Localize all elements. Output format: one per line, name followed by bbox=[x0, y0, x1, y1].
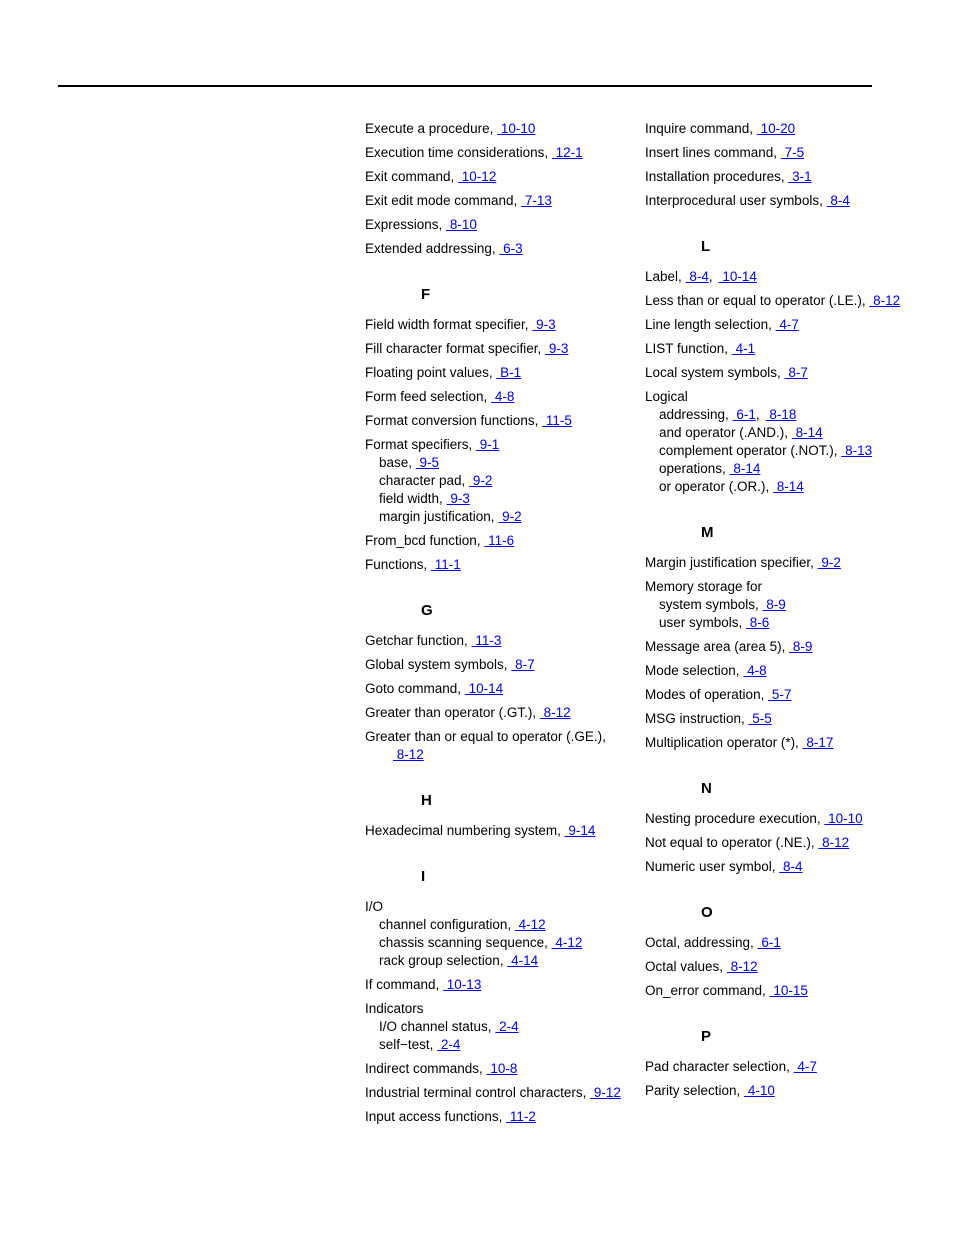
index-entry-line bbox=[365, 192, 635, 210]
section-gap bbox=[365, 580, 635, 602]
page-reference-link[interactable]: 6-1 bbox=[732, 407, 756, 422]
page-reference-link[interactable]: 9-14 bbox=[564, 823, 596, 838]
index-entry-line bbox=[645, 144, 915, 162]
index-entry-text: Getchar function, bbox=[365, 633, 468, 648]
index-subentry bbox=[645, 406, 915, 424]
index-entry-line bbox=[365, 1000, 635, 1018]
index-letter-heading: I bbox=[421, 868, 426, 885]
index-entry-line bbox=[645, 554, 915, 572]
page-reference-link[interactable]: 8-12 bbox=[539, 705, 571, 720]
index-entry-text: Installation procedures, bbox=[645, 169, 785, 184]
page-reference-link[interactable]: 9-12 bbox=[590, 1085, 621, 1100]
index-entry bbox=[645, 268, 915, 286]
index-subentry-text: complement operator (.NOT.), bbox=[659, 443, 838, 458]
index-entry-text: Local system symbols, bbox=[645, 365, 781, 380]
index-subentry bbox=[365, 934, 635, 952]
index-entry-line bbox=[645, 168, 915, 186]
index-entry-line bbox=[365, 168, 635, 186]
heading-gap bbox=[365, 306, 635, 316]
index-entry bbox=[645, 858, 915, 876]
index-entry-text: On_error command, bbox=[645, 983, 766, 998]
index-subentry-text: and operator (.AND.), bbox=[659, 425, 789, 440]
page-reference-link[interactable]: 10-20 bbox=[756, 121, 796, 136]
index-subentry-text: base, bbox=[379, 455, 413, 470]
index-entry-text: Greater than or equal to operator (.GE.), bbox=[365, 729, 606, 744]
index-entry bbox=[365, 632, 635, 650]
index-subentry bbox=[365, 952, 635, 970]
page-reference-link[interactable]: 10-15 bbox=[769, 983, 808, 998]
page-reference-link[interactable]: 2-4 bbox=[495, 1019, 519, 1034]
index-entry-line bbox=[645, 638, 915, 656]
page-reference-link[interactable]: 6-1 bbox=[757, 935, 781, 950]
index-entry bbox=[365, 364, 635, 382]
index-subentry-text: channel configuration, bbox=[379, 917, 512, 932]
index-entry-text: Extended addressing, bbox=[365, 241, 496, 256]
index-entry-text: Message area (area 5), bbox=[645, 639, 786, 654]
index-entry bbox=[365, 144, 635, 162]
index-entry bbox=[645, 810, 915, 828]
link-separator: , bbox=[755, 407, 760, 422]
index-entry-line bbox=[645, 316, 915, 334]
page-reference-link[interactable]: 8-18 bbox=[765, 407, 797, 422]
index-entry bbox=[365, 728, 635, 764]
index-letter-heading: G bbox=[421, 602, 433, 619]
page-reference-link[interactable]: 6-3 bbox=[499, 241, 523, 256]
page-reference-link[interactable]: 8-14 bbox=[791, 425, 823, 440]
index-entry bbox=[645, 734, 915, 752]
index-entry-text: Not equal to operator (.NE.), bbox=[645, 835, 815, 850]
index-entry-line bbox=[365, 822, 635, 840]
index-letter-heading: F bbox=[421, 286, 431, 303]
index-entry-text: Mode selection, bbox=[645, 663, 740, 678]
index-entry-text: Interprocedural user symbols, bbox=[645, 193, 823, 208]
index-entry bbox=[645, 340, 915, 358]
index-entry bbox=[645, 316, 915, 334]
index-entry-line bbox=[645, 120, 915, 138]
index-entry bbox=[365, 388, 635, 406]
index-entry bbox=[365, 1084, 635, 1102]
index-entry-line bbox=[645, 364, 915, 382]
page-reference-link[interactable]: B-1 bbox=[496, 365, 522, 380]
index-entry-line bbox=[365, 532, 635, 550]
index-entry-text: If command, bbox=[365, 977, 440, 992]
section-gap bbox=[365, 846, 635, 868]
index-subentry-text: rack group selection, bbox=[379, 953, 504, 968]
page-reference-link[interactable]: 4-8 bbox=[743, 663, 767, 678]
section-gap bbox=[365, 770, 635, 792]
section-gap bbox=[645, 1006, 915, 1028]
index-letter-heading: M bbox=[701, 524, 714, 541]
index-entry bbox=[365, 436, 635, 526]
page-reference-link[interactable]: 4-10 bbox=[744, 1083, 775, 1098]
index-entry-line bbox=[365, 316, 635, 334]
index-entry-line bbox=[365, 976, 635, 994]
index-entry-line bbox=[365, 556, 635, 574]
page-reference-link[interactable]: 11-3 bbox=[471, 633, 502, 648]
index-subentry-text: addressing, bbox=[659, 407, 729, 422]
link-separator: , bbox=[708, 269, 713, 284]
index-entry-line bbox=[645, 388, 915, 406]
index-entry bbox=[645, 710, 915, 728]
index-subentry bbox=[365, 916, 635, 934]
heading-gap bbox=[645, 544, 915, 554]
index-entry bbox=[645, 958, 915, 976]
index-entry bbox=[365, 556, 635, 574]
index-entry-text: Exit edit mode command, bbox=[365, 193, 518, 208]
index-entry-text: Nesting procedure execution, bbox=[645, 811, 821, 826]
index-subentry-text: margin justification, bbox=[379, 509, 495, 524]
index-entry-line bbox=[365, 120, 635, 138]
page-reference-link[interactable]: 4-7 bbox=[775, 317, 799, 332]
index-subentry bbox=[365, 1036, 635, 1054]
index-entry bbox=[645, 120, 915, 138]
index-entry-text: Global system symbols, bbox=[365, 657, 508, 672]
index-entry-text: From_bcd function, bbox=[365, 533, 481, 548]
index-entry-text: Format specifiers, bbox=[365, 437, 473, 452]
page-reference-link[interactable]: 10-12 bbox=[458, 169, 497, 184]
index-subentry bbox=[365, 454, 635, 472]
page-reference-link[interactable]: 4-12 bbox=[551, 935, 583, 950]
index-entry bbox=[645, 934, 915, 952]
index-subentry bbox=[645, 460, 915, 478]
index-entry-text: Field width format specifier, bbox=[365, 317, 529, 332]
index-entry bbox=[365, 680, 635, 698]
index-entry-line bbox=[365, 436, 635, 454]
page-reference-link[interactable]: 9-2 bbox=[817, 555, 841, 570]
page-reference-link[interactable]: 8-13 bbox=[841, 443, 873, 458]
index-entry-text: Floating point values, bbox=[365, 365, 493, 380]
index-entry-text: Format conversion functions, bbox=[365, 413, 539, 428]
index-entry bbox=[645, 686, 915, 704]
page-reference-link[interactable]: 10-14 bbox=[718, 269, 757, 284]
page-reference-link[interactable]: 8-9 bbox=[789, 639, 813, 654]
index-entry-line bbox=[645, 292, 915, 310]
index-entry-text: Insert lines command, bbox=[645, 145, 778, 160]
section-gap bbox=[645, 502, 915, 524]
index-column-right bbox=[645, 120, 915, 1106]
index-column-left bbox=[365, 120, 635, 1132]
index-entry-text: Input access functions, bbox=[365, 1109, 503, 1124]
index-entry-line bbox=[645, 662, 915, 680]
index-entry-text: Octal, addressing, bbox=[645, 935, 754, 950]
index-entry-line bbox=[365, 412, 635, 430]
index-subentry bbox=[645, 442, 915, 460]
index-entry bbox=[645, 192, 915, 210]
index-subentry bbox=[645, 614, 915, 632]
page-reference-link[interactable]: 10-14 bbox=[464, 681, 504, 696]
index-entry-text: Indicators bbox=[365, 1001, 424, 1016]
page-reference-link[interactable]: 8-10 bbox=[446, 217, 477, 232]
page-reference-link[interactable]: 5-5 bbox=[748, 711, 772, 726]
page-reference-link[interactable]: 8-7 bbox=[784, 365, 808, 380]
index-entry bbox=[365, 340, 635, 358]
index-subentry-text: character pad, bbox=[379, 473, 466, 488]
index-entry-line bbox=[645, 734, 915, 752]
page-reference-link[interactable]: 8-12 bbox=[726, 959, 758, 974]
index-entry-line bbox=[645, 340, 915, 358]
index-entry-line bbox=[365, 632, 635, 650]
page-reference-link[interactable]: 12-1 bbox=[551, 145, 583, 160]
page-reference-link[interactable]: 11-5 bbox=[542, 413, 572, 428]
page-reference-link[interactable]: 10-10 bbox=[824, 811, 863, 826]
index-entry-line bbox=[645, 268, 915, 286]
index-entry bbox=[365, 316, 635, 334]
page-reference-link[interactable]: 9-1 bbox=[476, 437, 500, 452]
index-subentry-text: I/O channel status, bbox=[379, 1019, 492, 1034]
index-entry-line bbox=[365, 1084, 635, 1102]
index-entry-line bbox=[645, 982, 915, 1000]
heading-gap bbox=[645, 800, 915, 810]
index-entry bbox=[645, 554, 915, 572]
index-entry-line bbox=[365, 340, 635, 358]
index-entry bbox=[645, 1058, 915, 1076]
page-reference-link[interactable]: 7-13 bbox=[521, 193, 552, 208]
index-entry bbox=[365, 976, 635, 994]
page-reference-link[interactable]: 8-12 bbox=[869, 293, 901, 308]
page-reference-link[interactable]: 9-2 bbox=[469, 473, 493, 488]
header-rule bbox=[58, 85, 872, 87]
index-entry-text: Execution time considerations, bbox=[365, 145, 549, 160]
index-entry bbox=[365, 656, 635, 674]
index-subentry bbox=[365, 472, 635, 490]
index-entry-text: Margin justification specifier, bbox=[645, 555, 814, 570]
page-reference-link[interactable]: 8-12 bbox=[393, 747, 424, 762]
index-entry-text: Exit command, bbox=[365, 169, 455, 184]
index-entry-text: Hexadecimal numbering system, bbox=[365, 823, 561, 838]
page-reference-link[interactable]: 4-1 bbox=[731, 341, 756, 356]
index-entry-line bbox=[645, 958, 915, 976]
index-subentry-text: operations, bbox=[659, 461, 726, 476]
page-reference-link[interactable]: 4-7 bbox=[793, 1059, 817, 1074]
index-entry-text: Octal values, bbox=[645, 959, 724, 974]
index-entry-text: I/O bbox=[365, 899, 384, 914]
index-entry bbox=[645, 364, 915, 382]
page-reference-link[interactable]: 9-5 bbox=[415, 455, 440, 470]
index-entry-text: Goto command, bbox=[365, 681, 462, 696]
index-entry bbox=[365, 822, 635, 840]
page-reference-link[interactable]: 8-14 bbox=[729, 461, 761, 476]
index-subentry bbox=[645, 478, 915, 496]
page-reference-link[interactable]: 8-17 bbox=[802, 735, 834, 750]
index-entry-text: Multiplication operator (*), bbox=[645, 735, 799, 750]
index-entry-line bbox=[645, 578, 915, 596]
index-entry-text: Pad character selection, bbox=[645, 1059, 790, 1074]
index-entry-line bbox=[365, 1060, 635, 1078]
index-entry-line bbox=[645, 834, 915, 852]
index-entry-text: Fill character format specifier, bbox=[365, 341, 542, 356]
index-entry bbox=[645, 292, 915, 310]
index-subentry-text: user symbols, bbox=[659, 615, 743, 630]
index-entry bbox=[645, 662, 915, 680]
index-entry-text: Execute a procedure, bbox=[365, 121, 494, 136]
index-entry-text: Indirect commands, bbox=[365, 1061, 483, 1076]
index-entry-text: Line length selection, bbox=[645, 317, 772, 332]
index-entry-text: MSG instruction, bbox=[645, 711, 745, 726]
index-entry-line bbox=[365, 1108, 635, 1126]
page-reference-link[interactable]: 10-8 bbox=[486, 1061, 518, 1076]
index-entry-line bbox=[645, 934, 915, 952]
index-entry bbox=[365, 412, 635, 430]
index-entry-line bbox=[365, 216, 635, 234]
heading-gap bbox=[645, 1048, 915, 1058]
page-reference-link[interactable]: 9-3 bbox=[446, 491, 470, 506]
index-entry bbox=[365, 168, 635, 186]
section-gap bbox=[645, 216, 915, 238]
index-subentry-text: field width, bbox=[379, 491, 443, 506]
index-entry-line bbox=[645, 710, 915, 728]
index-subentry bbox=[365, 508, 635, 526]
index-entry-line bbox=[365, 898, 635, 916]
heading-gap bbox=[645, 924, 915, 934]
index-letter-heading: N bbox=[701, 780, 712, 797]
heading-gap bbox=[365, 888, 635, 898]
page-reference-link[interactable]: 4-14 bbox=[507, 953, 539, 968]
index-entry-line bbox=[365, 728, 635, 746]
index-entry-text: Industrial terminal control characters, bbox=[365, 1085, 587, 1100]
index-subentry bbox=[645, 596, 915, 614]
index-subentry bbox=[365, 1018, 635, 1036]
index-entry-text: Memory storage for bbox=[645, 579, 763, 594]
page-reference-link[interactable]: 11-6 bbox=[484, 533, 515, 548]
index-entry-line bbox=[645, 192, 915, 210]
index-entry bbox=[365, 704, 635, 722]
index-subentry-text: chassis scanning sequence, bbox=[379, 935, 548, 950]
page-reference-link[interactable]: 8-6 bbox=[746, 615, 770, 630]
index-entry-text: Inquire command, bbox=[645, 121, 754, 136]
index-entry bbox=[645, 638, 915, 656]
page-reference-link[interactable]: 8-12 bbox=[818, 835, 850, 850]
page-reference-link[interactable]: 11-2 bbox=[506, 1109, 536, 1124]
index-entry bbox=[365, 1000, 635, 1054]
page-reference-link[interactable]: 5-7 bbox=[768, 687, 792, 702]
index-entry-line bbox=[365, 364, 635, 382]
section-gap bbox=[365, 264, 635, 286]
index-subentry-text: system symbols, bbox=[659, 597, 759, 612]
index-entry bbox=[645, 982, 915, 1000]
page-reference-link[interactable]: 8-14 bbox=[773, 479, 804, 494]
index-entry-line bbox=[365, 704, 635, 722]
page-reference-link[interactable]: 4-12 bbox=[514, 917, 546, 932]
index-subentry-text: self−test, bbox=[379, 1037, 434, 1052]
index-entry-text: Form feed selection, bbox=[365, 389, 488, 404]
index-entry-line bbox=[365, 680, 635, 698]
index-entry-line bbox=[645, 810, 915, 828]
index-entry-line bbox=[645, 858, 915, 876]
index-entry-text: Functions, bbox=[365, 557, 428, 572]
index-entry bbox=[365, 192, 635, 210]
index-entry bbox=[365, 120, 635, 138]
index-entry bbox=[365, 1060, 635, 1078]
index-entry-text: Expressions, bbox=[365, 217, 443, 232]
page-reference-link[interactable]: 3-1 bbox=[788, 169, 812, 184]
index-entry-line bbox=[645, 1082, 915, 1100]
index-entry bbox=[645, 168, 915, 186]
index-entry bbox=[365, 240, 635, 258]
index-entry bbox=[365, 898, 635, 970]
index-entry-continuation bbox=[365, 746, 635, 764]
page-reference-link[interactable]: 8-4 bbox=[779, 859, 803, 874]
page-reference-link[interactable]: 7-5 bbox=[780, 145, 805, 160]
index-entry-text: LIST function, bbox=[645, 341, 729, 356]
index-entry bbox=[645, 834, 915, 852]
index-letter-heading: H bbox=[421, 792, 432, 809]
page-reference-link[interactable]: 8-9 bbox=[762, 597, 786, 612]
index-entry bbox=[365, 532, 635, 550]
page-reference-link[interactable]: 8-4 bbox=[826, 193, 850, 208]
heading-gap bbox=[645, 258, 915, 268]
index-entry-line bbox=[365, 656, 635, 674]
page-reference-link[interactable]: 9-2 bbox=[498, 509, 522, 524]
page-reference-link[interactable]: 9-3 bbox=[532, 317, 556, 332]
heading-gap bbox=[365, 812, 635, 822]
index-entry bbox=[365, 1108, 635, 1126]
index-entry-line bbox=[365, 388, 635, 406]
index-letter-heading: P bbox=[701, 1028, 712, 1045]
index-entry bbox=[365, 216, 635, 234]
index-entry bbox=[645, 144, 915, 162]
page-reference-link[interactable]: 4-8 bbox=[491, 389, 515, 404]
index-entry bbox=[645, 578, 915, 632]
index-entry-text: Numeric user symbol, bbox=[645, 859, 776, 874]
index-entry-text: Parity selection, bbox=[645, 1083, 741, 1098]
page-reference-link[interactable]: 10-13 bbox=[443, 977, 482, 992]
index-letter-heading: O bbox=[701, 904, 713, 921]
index-entry bbox=[645, 388, 915, 496]
index-entry-text: Label, bbox=[645, 269, 682, 284]
page-reference-link[interactable]: 8-7 bbox=[511, 657, 535, 672]
index-subentry bbox=[365, 490, 635, 508]
section-gap bbox=[645, 758, 915, 780]
page-reference-link[interactable]: 11-1 bbox=[431, 557, 461, 572]
index-entry-text: Greater than operator (.GT.), bbox=[365, 705, 537, 720]
index-subentry-text: or operator (.OR.), bbox=[659, 479, 770, 494]
page-reference-link[interactable]: 9-3 bbox=[545, 341, 569, 356]
page-reference-link[interactable]: 8-4 bbox=[685, 269, 709, 284]
index-entry-text: Logical bbox=[645, 389, 688, 404]
index-entry-line bbox=[645, 1058, 915, 1076]
index-entry-text: Less than or equal to operator (.LE.), bbox=[645, 293, 866, 308]
page-reference-link[interactable]: 10-10 bbox=[497, 121, 536, 136]
index-entry-line bbox=[365, 240, 635, 258]
heading-gap bbox=[365, 622, 635, 632]
page-reference-link[interactable]: 2-4 bbox=[437, 1037, 461, 1052]
index-entry-line bbox=[365, 144, 635, 162]
index-entry bbox=[645, 1082, 915, 1100]
index-subentry bbox=[645, 424, 915, 442]
section-gap bbox=[645, 882, 915, 904]
index-entry-line bbox=[645, 686, 915, 704]
index-letter-heading: L bbox=[701, 238, 711, 255]
index-entry-text: Modes of operation, bbox=[645, 687, 765, 702]
